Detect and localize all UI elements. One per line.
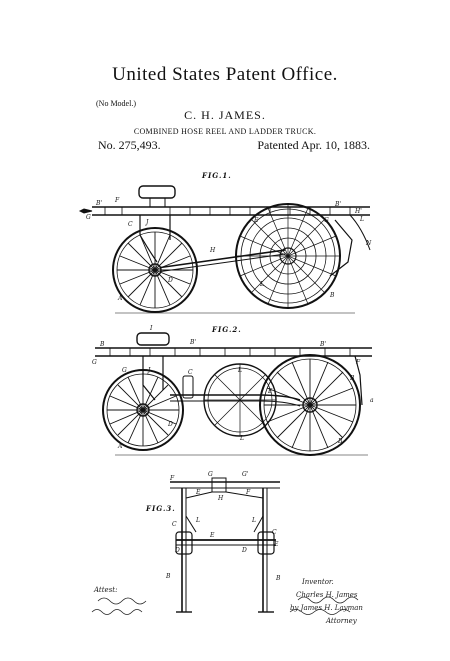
svg-text:D: D xyxy=(242,547,247,554)
attorney-label: Attorney xyxy=(326,617,357,625)
svg-text:G: G xyxy=(324,217,329,224)
fig3-label: FIG.3. xyxy=(146,504,176,513)
no-model-note: (No Model.) xyxy=(96,99,136,108)
attorney-line: by James H. Layman xyxy=(290,604,363,612)
inventor-label: Inventor. xyxy=(302,578,334,586)
patent-number: No. 275,493. xyxy=(98,138,161,152)
invention-title: COMBINED HOSE REEL AND LADDER TRUCK. xyxy=(133,127,317,136)
svg-text:B: B xyxy=(350,375,355,382)
svg-text:C: C xyxy=(272,529,277,536)
svg-text:B': B' xyxy=(335,201,342,208)
svg-text:G: G xyxy=(92,359,97,366)
svg-text:I: I xyxy=(150,325,153,332)
svg-text:H: H xyxy=(218,495,224,502)
svg-text:H: H xyxy=(210,247,216,254)
inventor-heading: C. H. JAMES. xyxy=(184,108,266,122)
svg-text:G: G xyxy=(122,367,127,374)
svg-text:A: A xyxy=(118,295,123,302)
svg-text:L: L xyxy=(360,216,364,223)
office-title: United States Patent Office. xyxy=(112,64,338,85)
svg-text:L: L xyxy=(252,517,256,524)
svg-text:D: D xyxy=(168,421,173,428)
svg-text:B: B xyxy=(276,575,281,582)
svg-text:E: E xyxy=(274,541,279,548)
svg-text:G: G xyxy=(208,471,213,478)
svg-text:E: E xyxy=(254,217,259,224)
svg-text:J: J xyxy=(146,219,149,226)
svg-text:L: L xyxy=(196,517,200,524)
svg-text:L: L xyxy=(240,435,244,442)
svg-text:F: F xyxy=(246,489,251,496)
svg-text:B: B xyxy=(166,573,171,580)
svg-text:a: a xyxy=(370,397,374,404)
inventor-signature: Charles H. James xyxy=(296,591,358,599)
svg-text:E: E xyxy=(268,388,273,395)
svg-text:J: J xyxy=(148,367,151,374)
svg-text:G: G xyxy=(86,214,91,221)
svg-text:C: C xyxy=(188,369,193,376)
svg-text:E: E xyxy=(210,532,215,539)
svg-text:B: B xyxy=(330,292,335,299)
svg-text:D: D xyxy=(175,547,180,554)
svg-text:B: B xyxy=(100,341,105,348)
svg-text:D: D xyxy=(168,277,173,284)
svg-text:L: L xyxy=(260,281,264,288)
svg-text:F: F xyxy=(356,359,361,366)
svg-text:L: L xyxy=(238,367,242,374)
svg-text:C: C xyxy=(128,221,133,228)
attest-label: Attest: xyxy=(94,586,118,594)
svg-text:A: A xyxy=(118,443,123,450)
fig1-label: FIG.1. xyxy=(202,171,232,180)
svg-text:N: N xyxy=(366,240,372,247)
svg-text:H': H' xyxy=(355,208,362,215)
svg-text:C: C xyxy=(172,521,177,528)
patent-date: Patented Apr. 10, 1883. xyxy=(257,138,370,152)
fig2-label: FIG.2. xyxy=(212,325,242,334)
svg-text:B': B' xyxy=(320,341,327,348)
svg-text:E: E xyxy=(196,489,201,496)
svg-text:B': B' xyxy=(96,200,103,207)
svg-text:F: F xyxy=(115,197,120,204)
svg-text:G': G' xyxy=(242,471,249,478)
svg-text:B': B' xyxy=(190,339,197,346)
svg-text:B: B xyxy=(338,438,343,445)
svg-text:F: F xyxy=(170,475,175,482)
